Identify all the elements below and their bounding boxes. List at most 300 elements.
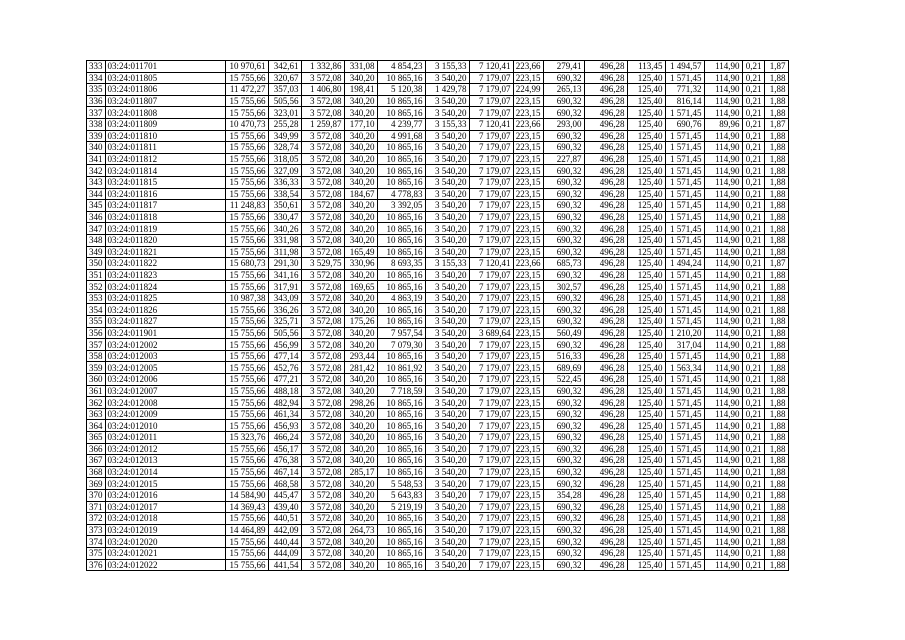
table-cell: 343,09 <box>268 292 301 304</box>
table-cell: 125,40 <box>627 478 665 490</box>
table-cell: 496,28 <box>584 107 627 119</box>
table-cell: 10 865,16 <box>377 536 425 548</box>
table-cell: 114,90 <box>704 292 742 304</box>
table-cell: 440,51 <box>268 513 301 525</box>
table-cell: 125,40 <box>627 142 665 154</box>
table-cell: 690,32 <box>543 443 584 455</box>
table-cell: 03:24:012022 <box>105 559 225 571</box>
table-cell: 0,21 <box>742 269 764 281</box>
table-cell: 125,40 <box>627 350 665 362</box>
table-cell: 342,61 <box>268 61 301 73</box>
table-cell: 3 572,08 <box>301 489 344 501</box>
table-cell: 340,20 <box>344 489 377 501</box>
table-cell: 340,20 <box>344 420 377 432</box>
table-cell: 7 179,07 <box>469 420 513 432</box>
table-cell: 1 571,45 <box>665 350 704 362</box>
table-cell: 1,88 <box>764 339 788 351</box>
table-cell: 114,90 <box>704 362 742 374</box>
table-cell: 338 <box>87 118 106 130</box>
table-body <box>87 61 789 571</box>
table-cell: 1 406,80 <box>301 84 344 96</box>
table-cell: 340,20 <box>344 107 377 119</box>
table-cell: 223,15 <box>513 234 543 246</box>
table-cell: 3 572,08 <box>301 269 344 281</box>
table-cell: 1,88 <box>764 455 788 467</box>
table-cell: 1 571,45 <box>665 489 704 501</box>
table-cell: 3 540,20 <box>425 223 469 235</box>
table-cell: 3 572,08 <box>301 478 344 490</box>
table-cell: 03:24:012012 <box>105 443 225 455</box>
table-cell: 1,88 <box>764 84 788 96</box>
table-cell: 177,10 <box>344 118 377 130</box>
table-cell: 1,88 <box>764 211 788 223</box>
table-row <box>87 142 789 154</box>
table-cell: 336,26 <box>268 304 301 316</box>
table-cell: 1 571,45 <box>665 234 704 246</box>
table-cell: 0,21 <box>742 350 764 362</box>
table-cell: 114,90 <box>704 211 742 223</box>
table-cell: 114,90 <box>704 536 742 548</box>
table-cell: 223,15 <box>513 269 543 281</box>
table-cell: 334 <box>87 72 106 84</box>
table-cell: 1,88 <box>764 316 788 328</box>
table-cell: 15 755,66 <box>225 466 268 478</box>
table-cell: 224,99 <box>513 84 543 96</box>
table-cell: 125,40 <box>627 84 665 96</box>
table-cell: 361 <box>87 385 106 397</box>
table-cell: 3 540,20 <box>425 374 469 386</box>
table-cell: 1,88 <box>764 200 788 212</box>
table-cell: 340,20 <box>344 443 377 455</box>
table-cell: 3 572,08 <box>301 316 344 328</box>
table-cell: 223,15 <box>513 385 543 397</box>
table-cell: 690,76 <box>665 118 704 130</box>
table-cell: 1,88 <box>764 420 788 432</box>
table-cell: 1 210,20 <box>665 327 704 339</box>
table-cell: 223,15 <box>513 501 543 513</box>
table-cell: 125,40 <box>627 374 665 386</box>
table-cell: 10 865,16 <box>377 165 425 177</box>
table-cell: 10 865,16 <box>377 420 425 432</box>
table-cell: 114,90 <box>704 188 742 200</box>
table-cell: 0,21 <box>742 489 764 501</box>
table-cell: 0,21 <box>742 478 764 490</box>
table-cell: 1 571,45 <box>665 478 704 490</box>
table-cell: 3 572,08 <box>301 304 344 316</box>
table-cell: 7 179,07 <box>469 211 513 223</box>
table-cell: 690,32 <box>543 501 584 513</box>
table-cell: 3 572,08 <box>301 188 344 200</box>
table-cell: 15 755,66 <box>225 547 268 559</box>
table-cell: 11 248,83 <box>225 200 268 212</box>
table-cell: 3 689,64 <box>469 327 513 339</box>
table-cell: 114,90 <box>704 408 742 420</box>
table-cell: 1 571,45 <box>665 281 704 293</box>
table-cell: 1,88 <box>764 223 788 235</box>
table-cell: 285,17 <box>344 466 377 478</box>
table-cell: 114,90 <box>704 466 742 478</box>
table-cell: 690,32 <box>543 142 584 154</box>
table-cell: 7 179,07 <box>469 466 513 478</box>
table-cell: 15 755,66 <box>225 316 268 328</box>
table-cell: 15 755,66 <box>225 327 268 339</box>
table-cell: 496,28 <box>584 524 627 536</box>
table-cell: 114,90 <box>704 130 742 142</box>
table-cell: 496,28 <box>584 292 627 304</box>
table-cell: 223,15 <box>513 130 543 142</box>
table-cell: 496,28 <box>584 374 627 386</box>
table-cell: 3 540,20 <box>425 489 469 501</box>
table-cell: 03:24:011827 <box>105 316 225 328</box>
table-cell: 1 571,45 <box>665 223 704 235</box>
table-cell: 364 <box>87 420 106 432</box>
table-cell: 03:24:011808 <box>105 107 225 119</box>
table-row <box>87 246 789 258</box>
table-cell: 340,20 <box>344 536 377 548</box>
table-cell: 7 179,07 <box>469 501 513 513</box>
table-cell: 690,32 <box>543 292 584 304</box>
table-cell: 7 179,07 <box>469 269 513 281</box>
table-cell: 3 155,33 <box>425 118 469 130</box>
table-cell: 3 155,33 <box>425 258 469 270</box>
table-cell: 3 572,08 <box>301 95 344 107</box>
table-cell: 03:24:011826 <box>105 304 225 316</box>
table-cell: 15 755,66 <box>225 246 268 258</box>
table-cell: 690,32 <box>543 339 584 351</box>
table-cell: 690,32 <box>543 107 584 119</box>
table-cell: 5 548,53 <box>377 478 425 490</box>
table-cell: 223,15 <box>513 188 543 200</box>
table-cell: 3 540,20 <box>425 478 469 490</box>
table-cell: 223,15 <box>513 327 543 339</box>
table-cell: 114,90 <box>704 304 742 316</box>
table-row <box>87 513 789 525</box>
table-cell: 1 571,45 <box>665 397 704 409</box>
table-row <box>87 327 789 339</box>
table-cell: 3 540,20 <box>425 536 469 548</box>
table-cell: 10 865,16 <box>377 211 425 223</box>
table-cell: 496,28 <box>584 304 627 316</box>
table-cell: 1 332,86 <box>301 61 344 73</box>
table-cell: 7 179,07 <box>469 153 513 165</box>
table-cell: 10 865,16 <box>377 455 425 467</box>
table-cell: 223,15 <box>513 466 543 478</box>
table-cell: 10 865,16 <box>377 142 425 154</box>
table-cell: 15 755,66 <box>225 350 268 362</box>
table-cell: 10 865,16 <box>377 559 425 571</box>
table-cell: 3 540,20 <box>425 432 469 444</box>
table-cell: 7 179,07 <box>469 107 513 119</box>
table-cell: 344 <box>87 188 106 200</box>
table-cell: 279,41 <box>543 61 584 73</box>
table-cell: 1,88 <box>764 536 788 548</box>
table-cell: 330,47 <box>268 211 301 223</box>
table-cell: 114,90 <box>704 223 742 235</box>
table-cell: 03:24:011809 <box>105 118 225 130</box>
table-cell: 169,65 <box>344 281 377 293</box>
table-row <box>87 234 789 246</box>
table-cell: 165,49 <box>344 246 377 258</box>
table-cell: 1 571,45 <box>665 292 704 304</box>
table-cell: 1,88 <box>764 281 788 293</box>
table-cell: 114,90 <box>704 547 742 559</box>
table-cell: 223,15 <box>513 408 543 420</box>
table-cell: 496,28 <box>584 316 627 328</box>
table-cell: 690,32 <box>543 269 584 281</box>
table-cell: 0,21 <box>742 524 764 536</box>
table-cell: 10 865,16 <box>377 443 425 455</box>
table-cell: 3 540,20 <box>425 513 469 525</box>
table-cell: 1,88 <box>764 501 788 513</box>
table-cell: 10 861,92 <box>377 362 425 374</box>
table-cell: 03:24:011807 <box>105 95 225 107</box>
table-cell: 114,90 <box>704 153 742 165</box>
table-cell: 496,28 <box>584 501 627 513</box>
table-cell: 03:24:011820 <box>105 234 225 246</box>
table-cell: 125,40 <box>627 292 665 304</box>
table-cell: 496,28 <box>584 188 627 200</box>
table-cell: 15 755,66 <box>225 385 268 397</box>
table-cell: 0,21 <box>742 223 764 235</box>
table-cell: 340 <box>87 142 106 154</box>
table-cell: 223,15 <box>513 246 543 258</box>
table-cell: 341 <box>87 153 106 165</box>
table-row <box>87 118 789 130</box>
table-cell: 114,90 <box>704 559 742 571</box>
table-cell: 0,21 <box>742 397 764 409</box>
table-cell: 125,40 <box>627 513 665 525</box>
table-cell: 367 <box>87 455 106 467</box>
table-row <box>87 350 789 362</box>
table-cell: 690,32 <box>543 397 584 409</box>
table-cell: 03:24:012007 <box>105 385 225 397</box>
table-cell: 1,88 <box>764 304 788 316</box>
table-cell: 114,90 <box>704 374 742 386</box>
table-cell: 11 472,27 <box>225 84 268 96</box>
table-cell: 7 179,07 <box>469 547 513 559</box>
table-cell: 690,32 <box>543 385 584 397</box>
table-cell: 3 572,08 <box>301 281 344 293</box>
table-cell: 461,34 <box>268 408 301 420</box>
table-cell: 0,21 <box>742 153 764 165</box>
table-cell: 125,40 <box>627 304 665 316</box>
table-cell: 1,88 <box>764 107 788 119</box>
table-cell: 223,15 <box>513 200 543 212</box>
table-cell: 1,88 <box>764 130 788 142</box>
table-cell: 15 755,66 <box>225 513 268 525</box>
table-cell: 10 865,16 <box>377 408 425 420</box>
table-cell: 184,67 <box>344 188 377 200</box>
table-cell: 343 <box>87 176 106 188</box>
table-cell: 15 755,66 <box>225 176 268 188</box>
table-cell: 3 540,20 <box>425 339 469 351</box>
table-cell: 372 <box>87 513 106 525</box>
table-cell: 03:24:012011 <box>105 432 225 444</box>
table-row <box>87 559 789 571</box>
table-cell: 496,28 <box>584 339 627 351</box>
table-cell: 456,17 <box>268 443 301 455</box>
table-cell: 03:24:012003 <box>105 350 225 362</box>
table-cell: 3 540,20 <box>425 153 469 165</box>
table-row <box>87 547 789 559</box>
table-cell: 223,15 <box>513 374 543 386</box>
table-cell: 223,66 <box>513 258 543 270</box>
table-cell: 125,40 <box>627 281 665 293</box>
table-cell: 1 571,45 <box>665 142 704 154</box>
table-cell: 0,21 <box>742 200 764 212</box>
table-cell: 690,32 <box>543 559 584 571</box>
table-cell: 3 572,08 <box>301 72 344 84</box>
table-cell: 339 <box>87 130 106 142</box>
table-cell: 7 179,07 <box>469 408 513 420</box>
table-row <box>87 95 789 107</box>
table-cell: 114,90 <box>704 432 742 444</box>
table-cell: 7 179,07 <box>469 223 513 235</box>
table-cell: 265,13 <box>543 84 584 96</box>
table-cell: 03:24:011824 <box>105 281 225 293</box>
table-cell: 7 179,07 <box>469 316 513 328</box>
table-cell: 1 571,45 <box>665 176 704 188</box>
table-cell: 3 572,08 <box>301 327 344 339</box>
table-cell: 496,28 <box>584 130 627 142</box>
table-cell: 125,40 <box>627 165 665 177</box>
table-cell: 1 259,87 <box>301 118 344 130</box>
table-cell: 03:24:012005 <box>105 362 225 374</box>
table-cell: 125,40 <box>627 234 665 246</box>
table-cell: 15 755,66 <box>225 397 268 409</box>
table-row <box>87 385 789 397</box>
table-row <box>87 362 789 374</box>
table-cell: 468,58 <box>268 478 301 490</box>
table-row <box>87 443 789 455</box>
table-cell: 10 865,16 <box>377 107 425 119</box>
table-cell: 114,90 <box>704 513 742 525</box>
table-cell: 1,88 <box>764 142 788 154</box>
table-cell: 114,90 <box>704 397 742 409</box>
table-cell: 317,04 <box>665 339 704 351</box>
table-cell: 3 540,20 <box>425 385 469 397</box>
table-cell: 496,28 <box>584 269 627 281</box>
table-cell: 3 540,20 <box>425 350 469 362</box>
table-cell: 7 179,07 <box>469 281 513 293</box>
table-cell: 10 865,16 <box>377 316 425 328</box>
table-cell: 15 755,66 <box>225 339 268 351</box>
table-cell: 223,15 <box>513 547 543 559</box>
table-cell: 114,90 <box>704 455 742 467</box>
table-cell: 15 755,66 <box>225 107 268 119</box>
table-cell: 4 991,68 <box>377 130 425 142</box>
table-cell: 223,15 <box>513 513 543 525</box>
table-cell: 496,28 <box>584 455 627 467</box>
table-cell: 360 <box>87 374 106 386</box>
table-cell: 477,14 <box>268 350 301 362</box>
table-cell: 03:24:012009 <box>105 408 225 420</box>
table-cell: 291,30 <box>268 258 301 270</box>
table-cell: 03:24:012013 <box>105 455 225 467</box>
table-cell: 114,90 <box>704 61 742 73</box>
table-cell: 114,90 <box>704 72 742 84</box>
table-cell: 311,98 <box>268 246 301 258</box>
table-cell: 0,21 <box>742 443 764 455</box>
table-cell: 1 571,45 <box>665 188 704 200</box>
table-cell: 3 540,20 <box>425 176 469 188</box>
table-cell: 1,88 <box>764 478 788 490</box>
table-cell: 1 571,45 <box>665 130 704 142</box>
table-cell: 345 <box>87 200 106 212</box>
table-cell: 340,26 <box>268 223 301 235</box>
table-cell: 3 572,08 <box>301 547 344 559</box>
table-cell: 125,40 <box>627 327 665 339</box>
table-cell: 690,32 <box>543 234 584 246</box>
table-cell: 223,15 <box>513 478 543 490</box>
table-cell: 1 571,45 <box>665 455 704 467</box>
table-cell: 15 755,66 <box>225 536 268 548</box>
table-cell: 374 <box>87 536 106 548</box>
table-cell: 125,40 <box>627 536 665 548</box>
table-cell: 7 179,07 <box>469 374 513 386</box>
table-cell: 0,21 <box>742 339 764 351</box>
table-cell: 125,40 <box>627 420 665 432</box>
table-cell: 114,90 <box>704 478 742 490</box>
table-cell: 7 179,07 <box>469 304 513 316</box>
table-cell: 03:24:011901 <box>105 327 225 339</box>
table-cell: 3 572,08 <box>301 397 344 409</box>
table-cell: 3 572,08 <box>301 142 344 154</box>
table-cell: 03:24:011812 <box>105 153 225 165</box>
table-cell: 10 865,16 <box>377 153 425 165</box>
table-row <box>87 269 789 281</box>
table-cell: 0,21 <box>742 420 764 432</box>
table-cell: 0,21 <box>742 559 764 571</box>
table-cell: 1,88 <box>764 466 788 478</box>
table-cell: 1,88 <box>764 246 788 258</box>
table-cell: 0,21 <box>742 246 764 258</box>
table-cell: 350,61 <box>268 200 301 212</box>
table-cell: 340,20 <box>344 385 377 397</box>
table-row <box>87 165 789 177</box>
table-cell: 223,15 <box>513 455 543 467</box>
table-cell: 3 572,08 <box>301 408 344 420</box>
table-cell: 3 540,20 <box>425 316 469 328</box>
table-cell: 114,90 <box>704 176 742 188</box>
table-row <box>87 420 789 432</box>
table-cell: 223,15 <box>513 223 543 235</box>
table-cell: 223,15 <box>513 443 543 455</box>
table-cell: 3 540,20 <box>425 304 469 316</box>
table-cell: 3 392,05 <box>377 200 425 212</box>
table-cell: 505,56 <box>268 327 301 339</box>
table-cell: 690,32 <box>543 188 584 200</box>
table-cell: 1 571,45 <box>665 153 704 165</box>
table-cell: 10 865,16 <box>377 466 425 478</box>
table-cell: 114,90 <box>704 269 742 281</box>
table-cell: 0,21 <box>742 95 764 107</box>
table-cell: 15 680,73 <box>225 258 268 270</box>
table-cell: 440,44 <box>268 536 301 548</box>
table-cell: 1 571,45 <box>665 374 704 386</box>
table-cell: 3 572,08 <box>301 130 344 142</box>
table-cell: 496,28 <box>584 466 627 478</box>
table-cell: 496,28 <box>584 327 627 339</box>
table-cell: 0,21 <box>742 432 764 444</box>
table-cell: 7 079,30 <box>377 339 425 351</box>
table-cell: 336,33 <box>268 176 301 188</box>
table-cell: 114,90 <box>704 107 742 119</box>
table-cell: 496,28 <box>584 432 627 444</box>
table-cell: 03:24:011810 <box>105 130 225 142</box>
table-cell: 560,49 <box>543 327 584 339</box>
table-cell: 14 584,90 <box>225 489 268 501</box>
